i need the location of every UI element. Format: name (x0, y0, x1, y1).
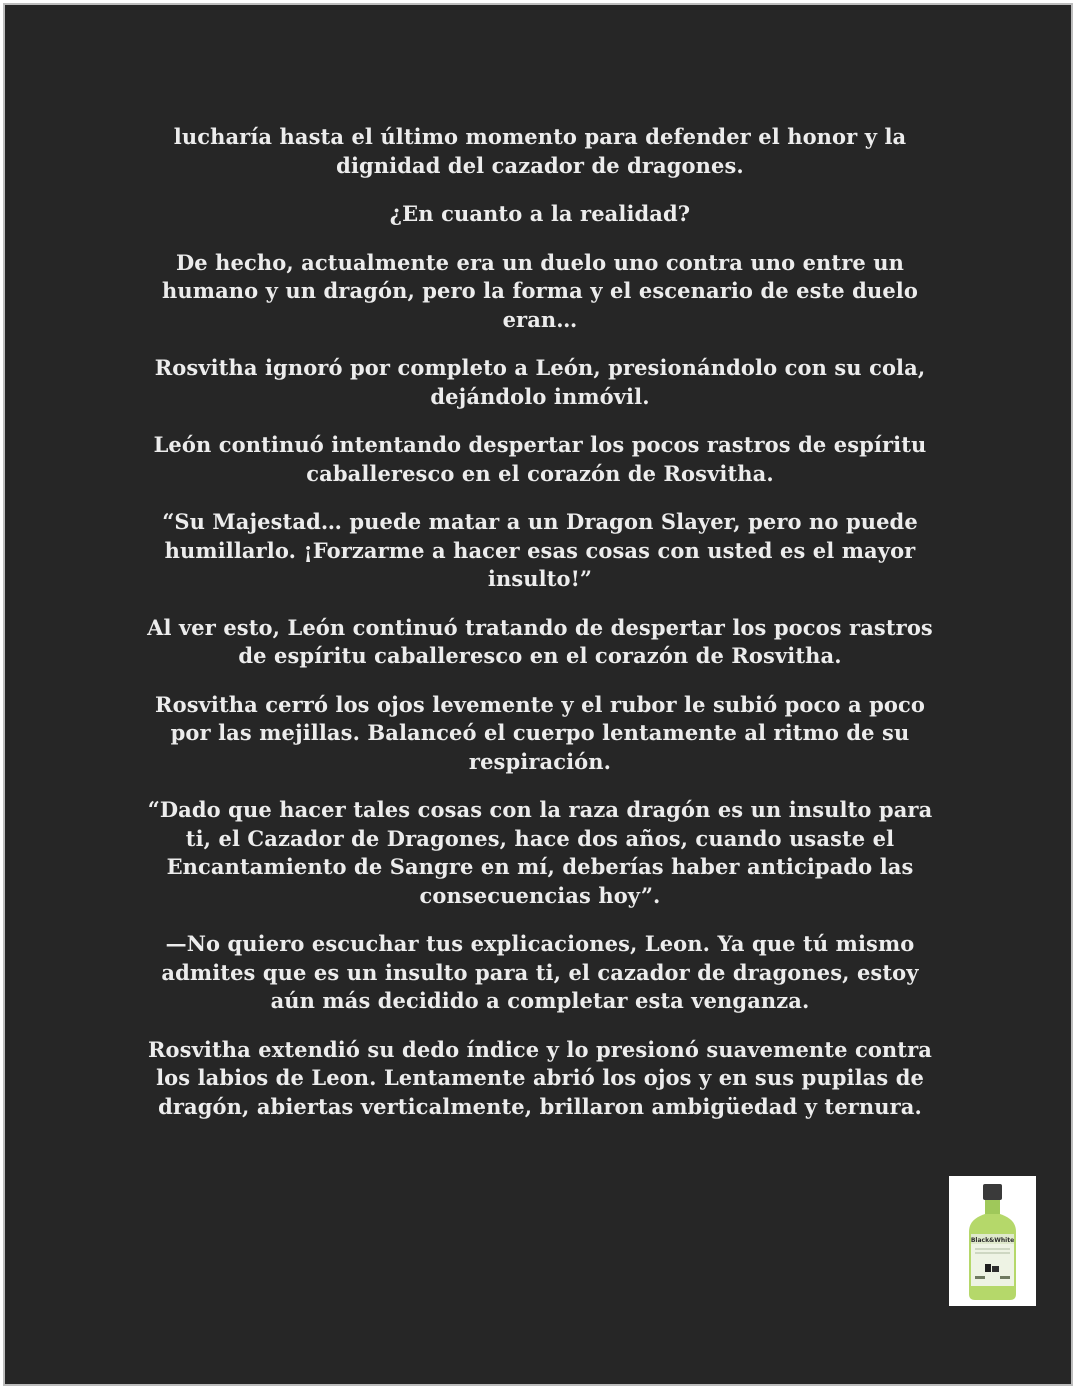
bottle-label-text: Black&White (970, 1237, 1015, 1244)
paragraph-1: lucharía hasta el último momento para defender el honor y la dignidad del cazador de dragones. (173, 124, 907, 178)
paragraph-4: Rosvitha ignoró por completo a León, presionándolo con su cola, dejándolo inmóvil. (154, 355, 926, 409)
paragraph-2: ¿En cuanto a la realidad? (389, 201, 691, 226)
green-bottle-icon (949, 1176, 1036, 1306)
paragraph-10: —No quiero escuchar tus explicaciones, Leon. Ya que tú mismo admites que es un insulto para ti, el cazador de dragones, estoy aún más decidido a completar esta venganza. (161, 931, 919, 1013)
page-text (140, 123, 940, 1141)
bottle-thumbnail (949, 1176, 1036, 1306)
paragraph-7: Al ver esto, León continuó tratando de despertar los pocos rastros de espíritu caballeresco en el corazón de Rosvitha. (147, 614, 933, 668)
paragraph-6: “Su Majestad… puede matar a un Dragon Slayer, pero no puede humillarlo. ¡Forzarme a hacer esas cosas con usted es el mayor insulto!” (162, 509, 918, 591)
paragraph-3: De hecho, actualmente era un duelo uno contra uno entre un humano y un dragón, pero la forma y el escenario de este duelo eran… (162, 249, 918, 332)
paragraph-9: “Dado que hacer tales cosas con la raza dragón es un insulto para ti, el Cazador de Dragones, hace dos años, cuando usaste el Encantamiento de Sangre en mí, deberías haber anticipado las consecuencias hoy”. (147, 797, 933, 908)
paragraph-11: Rosvitha extendió su dedo índice y lo presionó suavemente contra los labios de Leon. Lentamente abrió los ojos y en sus pupilas de dragón, abiertas verticalmente, brillaron ambigüedad y ternura. (148, 1036, 932, 1119)
paragraph-5: León continuó intentando despertar los pocos rastros de espíritu caballeresco en el corazón de Rosvitha. (153, 432, 927, 486)
paragraph-8: Rosvitha cerró los ojos levemente y el rubor le subió poco a poco por las mejillas. Balanceó el cuerpo lentamente al ritmo de su respiración. (155, 691, 925, 774)
